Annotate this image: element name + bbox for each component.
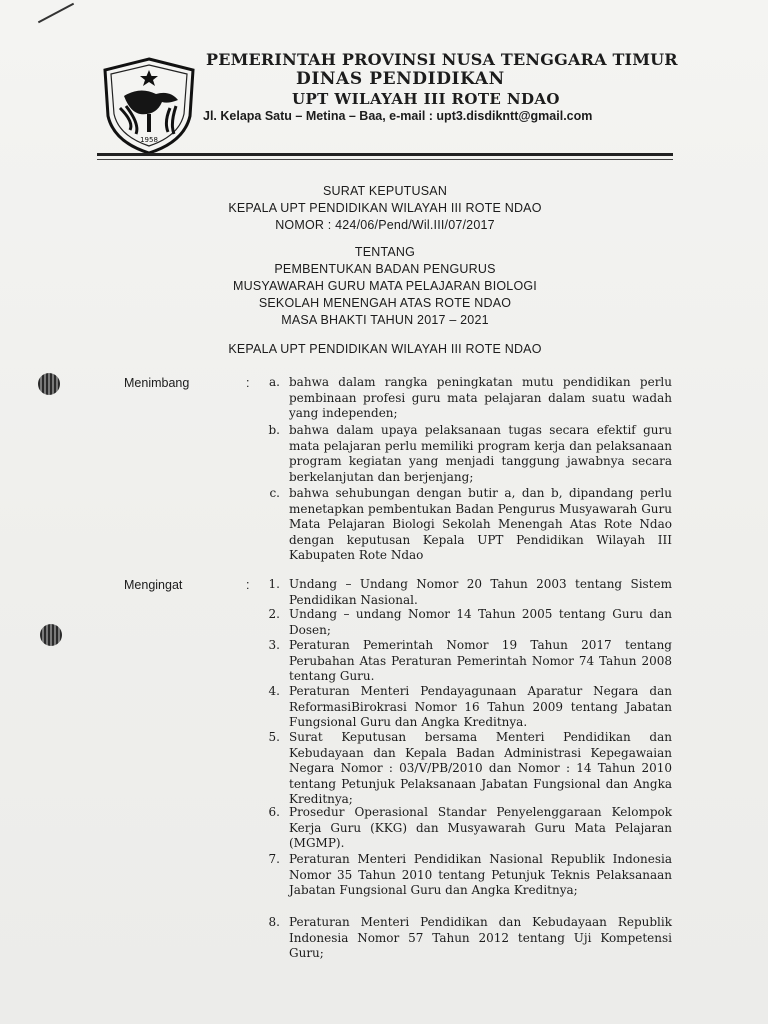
subject-line-3: SEKOLAH MENENGAH ATAS ROTE NDAO [258, 296, 512, 310]
item-marker: b. [268, 423, 280, 437]
menimbang-label: Menimbang [124, 376, 190, 390]
emblem-year: 1958 [140, 136, 158, 144]
item-marker: 7. [268, 852, 280, 866]
letterhead-divider-thick [97, 153, 673, 156]
subject-line-2: MUSYAWARAH GURU MATA PELAJARAN BIOLOGI [233, 279, 537, 293]
province-emblem-icon [100, 56, 198, 156]
subject-line-1: PEMBENTUKAN BADAN PENGURUS [274, 262, 496, 276]
item-marker: 3. [268, 638, 280, 652]
item-marker: 6. [268, 805, 280, 819]
decree-subject [100, 244, 670, 329]
menimbang-colon: : [246, 376, 250, 390]
punch-hole [38, 373, 60, 395]
item-marker: 1. [268, 577, 280, 591]
item-text: Peraturan Menteri Pendidikan Nasional Republik Indonesia Nomor 35 Tahun 2010 tentang Petunjuk Teknis Pelaksanaan Jabatan Fungsional Guru dan Angka Kreditnya; [289, 852, 672, 898]
item-text: Undang – undang Nomor 14 Tahun 2005 tentang Guru dan Dosen; [289, 607, 672, 637]
punch-hole [40, 624, 62, 646]
scan-pen-mark [38, 3, 74, 24]
item-marker: 8. [268, 915, 280, 929]
decree-heading: SURAT KEPUTUSAN [322, 184, 448, 198]
item-marker: 2. [268, 607, 280, 621]
item-marker: 4. [268, 684, 280, 698]
letterhead-address: Jl. Kelapa Satu – Metina – Baa, e-mail : upt3.disdikntt@gmail.com [203, 109, 593, 123]
letterhead-divider-thin [97, 159, 673, 160]
letterhead-unit: UPT WILAYAH III ROTE NDAO [292, 90, 560, 108]
authority-line: KEPALA UPT PENDIDIKAN WILAYAH III ROTE NDAO [228, 342, 542, 356]
item-text: Peraturan Pemerintah Nomor 19 Tahun 2017 tentang Perubahan Atas Peraturan Pemerintah Nomor 74 Tahun 2008 tentang Guru. [289, 638, 672, 684]
item-text: Surat Keputusan bersama Menteri Pendidikan dan Kebudayaan dan Kepala Badan Administrasi Kepegawaian Negara Nomor : 03/V/PB/2010 dan Nomor : 14 Tahun 2010 tentang Petunjuk Pelaksanaan Jabatan Fungsional dan Angka Kreditnya; [289, 730, 672, 807]
mengingat-colon: : [246, 578, 250, 592]
item-text: bahwa sehubungan dengan butir a, dan b, dipandang perlu menetapkan pembentukan Badan Pengurus Musyawarah Guru Mata Pelajaran Biologi Sekolah Menengah Atas Rote Ndao dengan keputusan Kepala UPT Pendidikan Wilayah III Kabupaten Rote Ndao [289, 486, 672, 563]
item-text: bahwa dalam rangka peningkatan mutu pendidikan perlu pembinaan profesi guru mata pelajaran dalam suatu wadah yang independen; [289, 375, 672, 421]
item-text: bahwa dalam upaya pelaksanaan tugas secara efektif guru mata pelajaran perlu memiliki program kerja dan pelaksanaan program kegiatan yang menjadi tanggung jawabnya secara berkelanjutan dan berjenjang; [289, 423, 672, 484]
item-marker: c. [269, 486, 280, 500]
item-marker: 5. [268, 730, 280, 744]
item-text: Peraturan Menteri Pendayagunaan Aparatur Negara dan ReformasiBirokrasi Nomor 16 Tahun 2009 tentang Jabatan Fungsional Guru dan Angka Kreditnya. [289, 684, 672, 730]
mengingat-label: Mengingat [124, 578, 183, 592]
item-text: Undang – Undang Nomor 20 Tahun 2003 tentang Sistem Pendidikan Nasional. [289, 577, 672, 607]
item-text: Peraturan Menteri Pendidikan dan Kebudayaan Republik Indonesia Nomor 57 Tahun 2012 tentang Uji Kompetensi Guru; [289, 915, 672, 961]
decree-number: NOMOR : 424/06/Pend/Wil.III/07/2017 [275, 218, 495, 232]
decree-issuer: KEPALA UPT PENDIDIKAN WILAYAH III ROTE NDAO [228, 201, 542, 215]
item-text: Prosedur Operasional Standar Penyelenggaraan Kelompok Kerja Guru (KKG) dan Musyawarah Guru Mata Pelajaran (MGMP). [289, 805, 672, 851]
item-marker: a. [269, 375, 280, 389]
subject-heading: TENTANG [354, 245, 416, 259]
letterhead-government: PEMERINTAH PROVINSI NUSA TENGGARA TIMUR [206, 50, 678, 69]
subject-line-4: MASA BHAKTI TAHUN 2017 – 2021 [281, 313, 489, 327]
decree-title [100, 183, 670, 234]
letterhead-agency: DINAS PENDIDIKAN [296, 69, 505, 89]
